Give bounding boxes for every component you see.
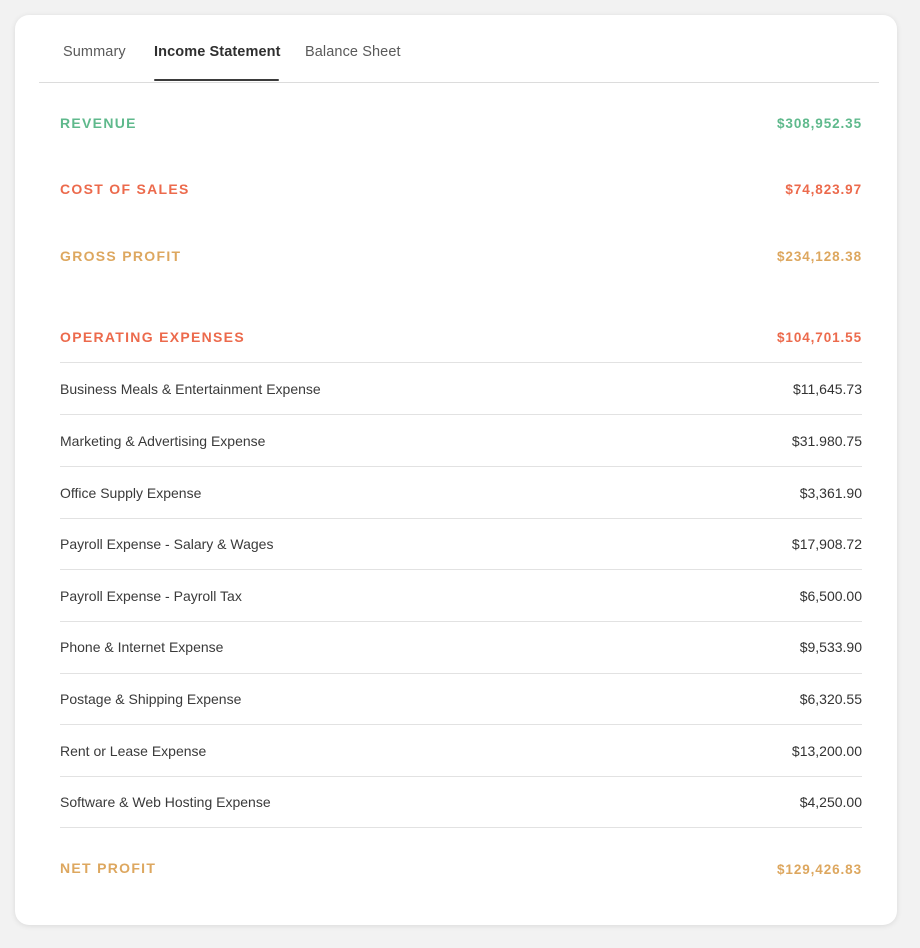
operating-expenses-label: OPERATING EXPENSES <box>60 329 245 345</box>
tab-summary[interactable]: Summary <box>63 44 126 60</box>
gross-profit-label: GROSS PROFIT <box>60 248 182 264</box>
revenue-label: REVENUE <box>60 115 137 131</box>
divider <box>60 621 862 622</box>
expense-row-value: $13,200.00 <box>791 743 862 759</box>
revenue-value: $308,952.35 <box>777 116 862 131</box>
expense-row-label: Office Supply Expense <box>60 485 202 501</box>
divider <box>60 776 862 777</box>
cost-of-sales-value: $74,823.97 <box>785 182 862 197</box>
expense-row-value: $6,500.00 <box>799 588 862 604</box>
income-statement-card <box>15 15 897 925</box>
expense-row-label: Rent or Lease Expense <box>60 743 207 759</box>
divider <box>60 414 862 415</box>
active-tab-indicator <box>154 79 279 81</box>
expense-row-label: Software & Web Hosting Expense <box>60 794 271 810</box>
divider <box>60 362 862 363</box>
expense-row-value: $6,320.55 <box>799 691 862 707</box>
expense-row-value: $9,533.90 <box>799 639 862 655</box>
cost-of-sales-label: COST OF SALES <box>60 181 190 197</box>
expense-row-value: $17,908.72 <box>791 536 862 552</box>
expense-row-value: $3,361.90 <box>799 485 862 501</box>
divider <box>60 518 862 519</box>
tab-balance-sheet[interactable]: Balance Sheet <box>305 44 401 60</box>
expense-row-value: $31.980.75 <box>791 433 862 449</box>
divider <box>60 673 862 674</box>
expense-row-label: Payroll Expense - Salary & Wages <box>60 536 274 552</box>
divider <box>60 724 862 725</box>
tab-income-statement[interactable]: Income Statement <box>154 44 281 60</box>
expense-row-value: $11,645.73 <box>792 381 862 397</box>
divider <box>60 569 862 570</box>
divider <box>60 827 862 828</box>
net-profit-label: NET PROFIT <box>60 860 157 876</box>
gross-profit-value: $234,128.38 <box>777 249 862 264</box>
expense-row-value: $4,250.00 <box>799 794 862 810</box>
expense-row-label: Marketing & Advertising Expense <box>60 433 266 449</box>
divider <box>60 466 862 467</box>
expense-row-label: Payroll Expense - Payroll Tax <box>60 588 242 604</box>
net-profit-value: $129,426.83 <box>777 862 862 877</box>
expense-row-label: Postage & Shipping Expense <box>60 691 242 707</box>
operating-expenses-value: $104,701.55 <box>777 330 862 345</box>
expense-row-label: Business Meals & Entertainment Expense <box>60 381 321 397</box>
tab-bar <box>39 15 879 83</box>
expense-row-label: Phone & Internet Expense <box>60 639 224 655</box>
